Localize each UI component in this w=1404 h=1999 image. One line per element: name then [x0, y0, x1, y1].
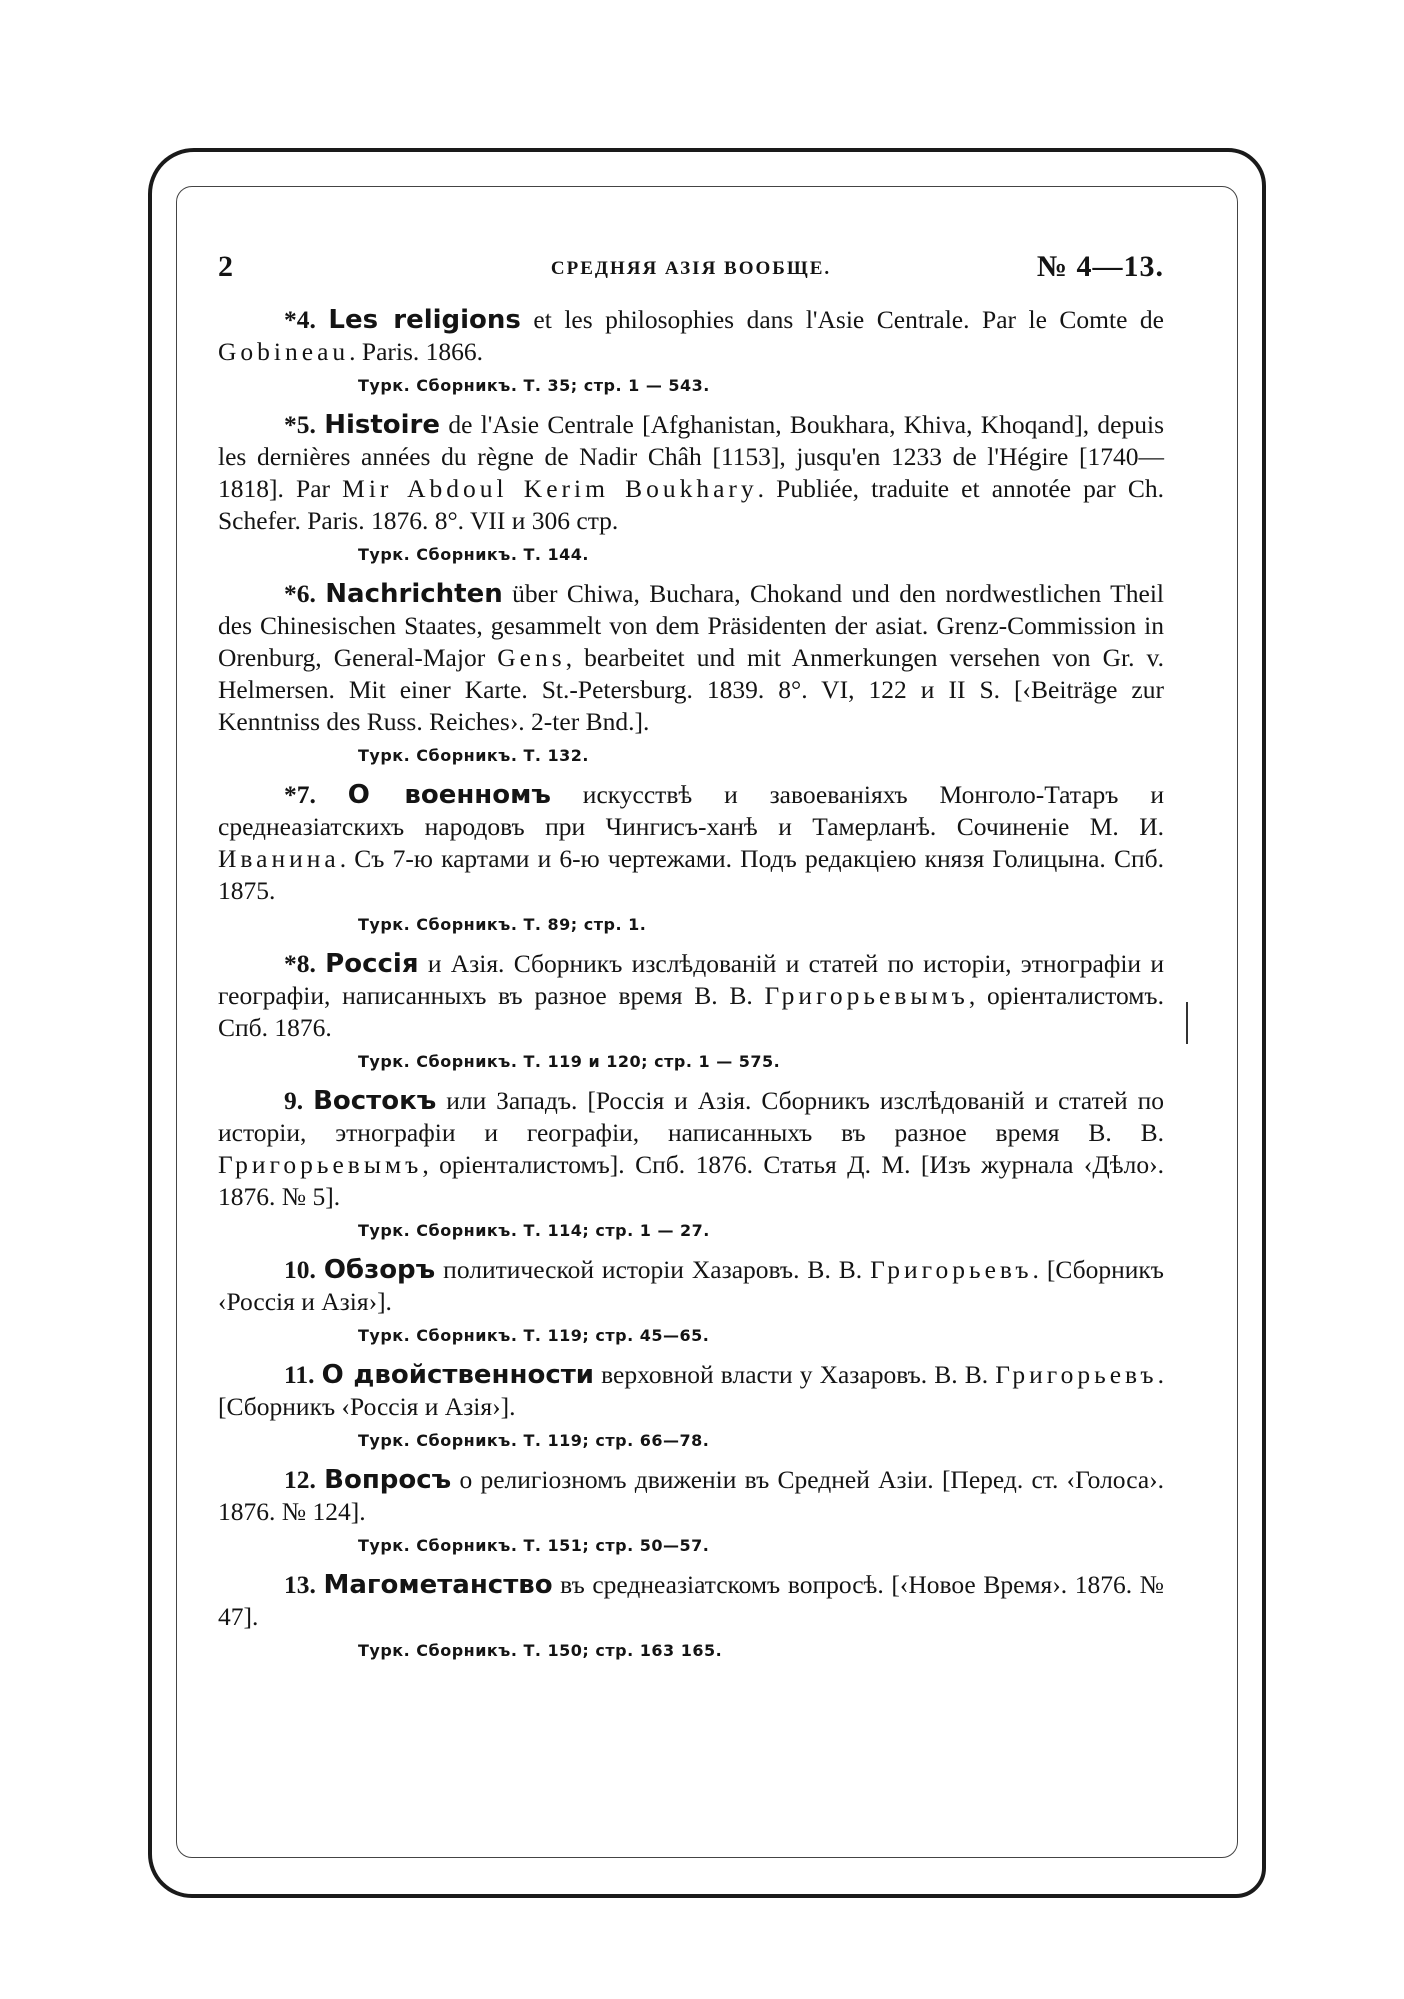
running-title: СРЕДНЯЯ АЗІЯ ВООБЩЕ.: [550, 258, 832, 279]
entry-author: Иванина: [218, 844, 340, 873]
entry-text: въ среднеазіатскомъ вопросѣ. [‹Новое Время›. 1876. № 47].: [218, 1570, 1165, 1631]
bibliography-entry-8: [218, 948, 1164, 1071]
entry-keyword: Обзоръ: [323, 1255, 436, 1285]
entry-text-tail: . [Сборникъ ‹Россія и Азія›].: [218, 1360, 1164, 1421]
entry-text: de l'Asie Centrale [Afghanistan, Boukhara, Khiva, Khoqand], depuis les dernières années du règne de Nadir Châh [1153], jusqu'en 1233 de l'Hégire [1740—1818]. Par: [218, 410, 1164, 503]
margin-mark: [1186, 1002, 1188, 1044]
page-header: [218, 250, 1164, 290]
entry-keyword: Nachrichten: [325, 579, 503, 609]
entry-source: Турк. Сборникъ. Т. 119; стр. 45—65.: [358, 1326, 710, 1345]
entry-number: 10.: [284, 1255, 316, 1284]
entry-source: Турк. Сборникъ. Т. 119; стр. 66—78.: [358, 1431, 710, 1450]
entry-keyword: Вопросъ: [324, 1465, 452, 1495]
entry-text: über Chiwa, Buchara, Chokand und den nordwestlichen Theil des Chinesischen Staates, gesammelt von dem Präsidenten der asiat. Grenz-Commission in Orenburg, General-Major: [218, 579, 1164, 672]
bibliography-entry-10: [218, 1254, 1164, 1345]
entry-number: 13.: [284, 1570, 316, 1599]
bibliography-entry-6: [218, 578, 1164, 765]
entry-author: Григорьевымъ: [218, 1150, 423, 1179]
bibliography-entry-11: [218, 1359, 1164, 1450]
bibliography-entry-12: [218, 1464, 1164, 1555]
entry-keyword: Востокъ: [313, 1086, 437, 1116]
bibliography-entry-4: [218, 304, 1164, 395]
entry-author: Gens: [497, 643, 566, 672]
entry-author: Григорьевымъ: [764, 981, 969, 1010]
bibliography-entry-9: [218, 1085, 1164, 1240]
entry-text-tail: . Paris. 1866.: [349, 337, 484, 366]
entry-source: Турк. Сборникъ. Т. 144.: [358, 545, 589, 564]
entry-author: Григорьевъ: [870, 1255, 1033, 1284]
entry-source: Турк. Сборникъ. Т. 89; стр. 1.: [358, 915, 647, 934]
entry-number: 12.: [284, 1465, 316, 1494]
entry-text: или Западъ. [Россія и Азія. Сборникъ изслѣдованій и статей по исторіи, этнографіи и географіи, написанныхъ въ разное время В. В.: [218, 1086, 1165, 1147]
entry-number: *4.: [284, 305, 316, 334]
entry-number: 11.: [284, 1360, 315, 1389]
entry-keyword: Histoire: [324, 410, 440, 440]
entry-number: *7.: [284, 780, 316, 809]
document-page: [218, 250, 1164, 1660]
entry-text-tail: , оріенталистомъ. Спб. 1876.: [218, 981, 1164, 1042]
entry-text-tail: . Publiée, traduite et annotée par Ch. Schefer. Paris. 1876. 8°. VII и 306 стр.: [218, 474, 1164, 535]
page-number: 2: [218, 250, 233, 283]
entry-keyword: Les religions: [328, 305, 521, 335]
entry-text: политической исторіи Хазаровъ. В. В.: [435, 1255, 871, 1284]
entry-source: Турк. Сборникъ. Т. 35; стр. 1 — 543.: [358, 376, 710, 395]
entry-text-tail: . [Сборникъ ‹Россія и Азія›].: [218, 1255, 1164, 1316]
entry-text: и Азія. Сборникъ изслѣдованій и статей по исторіи, этнографіи и географіи, написанныхъ въ разное время В. В.: [218, 949, 1165, 1010]
entry-source: Турк. Сборникъ. Т. 119 и 120; стр. 1 — 575.: [358, 1052, 781, 1071]
entry-author: Григорьевъ: [995, 1360, 1158, 1389]
bibliography-entry-7: [218, 779, 1164, 934]
entry-keyword: О военномъ: [347, 780, 551, 810]
entry-source: Турк. Сборникъ. Т. 132.: [358, 746, 589, 765]
entry-text: et les philosophies dans l'Asie Centrale. Par le Comte de: [520, 305, 1164, 334]
entry-author: Mir Abdoul Kerim Boukhary: [342, 474, 758, 503]
entry-source: Турк. Сборникъ. Т. 151; стр. 50—57.: [358, 1536, 710, 1555]
entry-source: Турк. Сборникъ. Т. 114; стр. 1 — 27.: [358, 1221, 710, 1240]
entry-range: № 4—13.: [1036, 250, 1164, 283]
entry-text: верховной власти у Хазаровъ. В. В.: [594, 1360, 996, 1389]
entry-author: Gobineau: [218, 337, 350, 366]
bibliography-entry-13: [218, 1569, 1164, 1660]
entry-text: искусствѣ и завоеваніяхъ Монголо-Татаръ и среднеазіатскихъ народовъ при Чингисъ-ханѣ и Тамерланѣ. Сочиненіе М. И.: [218, 780, 1165, 841]
entry-number: *5.: [284, 410, 316, 439]
entry-text-tail: , bearbeitet und mit Anmerkungen versehen von Gr. v. Helmersen. Mit einer Karte. St.-Petersburg. 1839. 8°. VI, 122 и II S. [‹Beiträge zur Kenntniss des Russ. Reiches›. 2-ter Bnd.].: [218, 643, 1164, 736]
entry-number: *8.: [284, 949, 316, 978]
entry-source: Турк. Сборникъ. Т. 150; стр. 163 165.: [358, 1641, 723, 1660]
entry-text-tail: , оріенталистомъ]. Спб. 1876. Статья Д. М. [Изъ журнала ‹Дѣло›. 1876. № 5].: [218, 1150, 1164, 1211]
entry-text-tail: . Съ 7-ю картами и 6-ю чертежами. Подъ редакціею князя Голицына. Спб. 1875.: [218, 844, 1164, 905]
entry-text: о религіозномъ движеніи въ Средней Азіи. [Перед. ст. ‹Голоса›. 1876. № 124].: [218, 1465, 1165, 1526]
entry-keyword: О двойственности: [321, 1360, 595, 1390]
entry-number: *6.: [284, 579, 316, 608]
bibliography-entry-5: [218, 409, 1164, 564]
entry-number: 9.: [284, 1086, 304, 1115]
entry-keyword: Магометанство: [323, 1570, 553, 1600]
entry-keyword: Россія: [325, 949, 419, 979]
